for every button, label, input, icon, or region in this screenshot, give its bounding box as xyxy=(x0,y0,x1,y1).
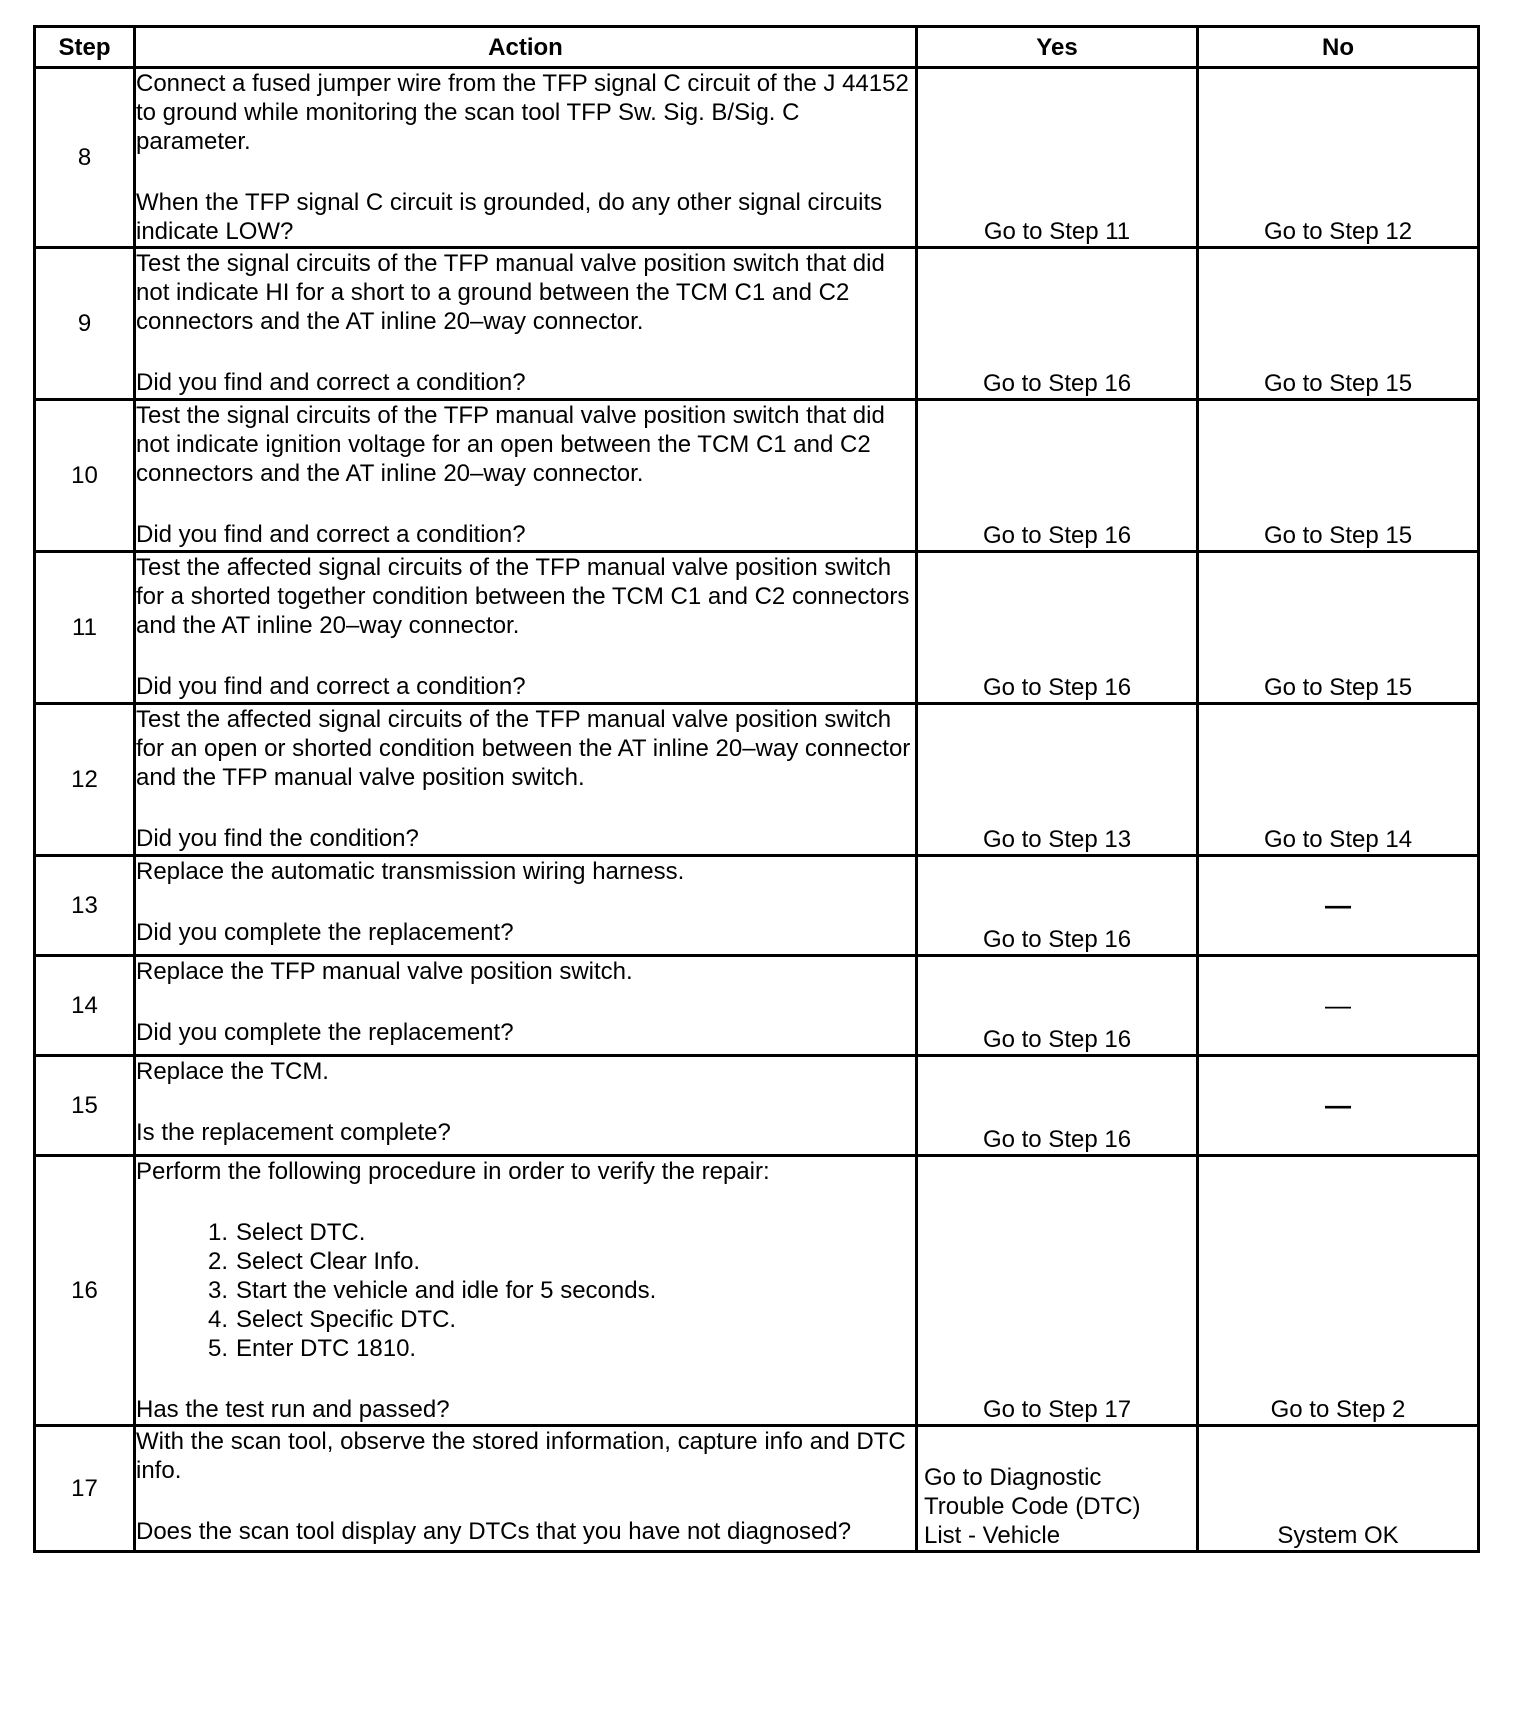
action-text: Replace the TCM. xyxy=(136,1058,329,1085)
action-question: Did you find and correct a condition? xyxy=(136,521,526,548)
yes-cell: Go to Step 16 xyxy=(917,856,1198,956)
list-item: 3. Start the vehicle and idle for 5 seconds. xyxy=(207,1277,657,1304)
step-number: 12 xyxy=(35,704,135,856)
yes-cell: Go to Step 11 xyxy=(917,68,1198,248)
step-number: 16 xyxy=(35,1156,135,1426)
action-cell xyxy=(135,400,917,552)
action-question: Did you complete the replacement? xyxy=(136,1019,514,1046)
table-row xyxy=(35,68,1479,248)
step-number: 10 xyxy=(35,400,135,552)
diagnostic-table xyxy=(33,25,1480,1553)
table-row xyxy=(35,704,1479,856)
action-question: Has the test run and passed? xyxy=(136,1396,450,1423)
action-cell xyxy=(135,1426,917,1552)
no-cell: Go to Step 14 xyxy=(1198,704,1479,856)
header-step: Step xyxy=(35,27,135,68)
step-number: 14 xyxy=(35,956,135,1056)
table-row xyxy=(35,956,1479,1056)
action-text: Replace the automatic transmission wiring harness. xyxy=(136,858,685,885)
list-item: 2. Select Clear Info. xyxy=(207,1248,421,1275)
step-number: 17 xyxy=(35,1426,135,1552)
action-text: Test the signal circuits of the TFP manual valve position switch that did not indicate HI for a short to a ground between the TCM C1 and C2 connectors and the AT inline 20–way connector. xyxy=(136,250,885,335)
action-cell xyxy=(135,248,917,400)
step-number: 8 xyxy=(35,68,135,248)
action-text: Perform the following procedure in order to verify the repair: xyxy=(136,1158,770,1185)
table-row xyxy=(35,1426,1479,1552)
action-text: Test the signal circuits of the TFP manual valve position switch that did not indicate ignition voltage for an open between the TCM C1 and C2 connectors and the AT inline 20–way connector. xyxy=(136,402,885,487)
table-row xyxy=(35,552,1479,704)
no-cell: — xyxy=(1198,1056,1479,1156)
no-cell: — xyxy=(1198,856,1479,956)
procedure-list xyxy=(136,1218,915,1363)
no-cell: Go to Step 15 xyxy=(1198,400,1479,552)
table-row xyxy=(35,1156,1479,1426)
step-number: 13 xyxy=(35,856,135,956)
action-cell xyxy=(135,68,917,248)
no-cell: Go to Step 12 xyxy=(1198,68,1479,248)
no-cell: Go to Step 2 xyxy=(1198,1156,1479,1426)
table-row xyxy=(35,1056,1479,1156)
yes-cell: Go to Step 16 xyxy=(917,956,1198,1056)
action-text: Connect a fused jumper wire from the TFP signal C circuit of the J 44152 to ground while monitoring the scan tool TFP Sw. Sig. B/Sig. C parameter. xyxy=(136,70,909,155)
list-item: 1. Select DTC. xyxy=(207,1219,366,1246)
header-action: Action xyxy=(135,27,917,68)
yes-cell: Go to Diagnostic Trouble Code (DTC) List - Vehicle xyxy=(917,1426,1198,1552)
yes-cell: Go to Step 17 xyxy=(917,1156,1198,1426)
header-yes: Yes xyxy=(917,27,1198,68)
yes-cell: Go to Step 16 xyxy=(917,552,1198,704)
no-cell: Go to Step 15 xyxy=(1198,248,1479,400)
action-text: With the scan tool, observe the stored information, capture info and DTC info. xyxy=(136,1428,906,1484)
step-number: 11 xyxy=(35,552,135,704)
step-number: 15 xyxy=(35,1056,135,1156)
action-question: When the TFP signal C circuit is grounded, do any other signal circuits indicate LOW? xyxy=(136,189,883,245)
no-cell: Go to Step 15 xyxy=(1198,552,1479,704)
action-cell xyxy=(135,552,917,704)
header-row xyxy=(35,27,1479,68)
no-cell: — xyxy=(1198,956,1479,1056)
action-cell xyxy=(135,1156,917,1426)
action-text: Replace the TFP manual valve position switch. xyxy=(136,958,633,985)
action-cell xyxy=(135,1056,917,1156)
action-text: Test the affected signal circuits of the TFP manual valve position switch for an open or shorted condition between the AT inline 20–way connector and the TFP manual valve position switch. xyxy=(136,706,911,791)
action-cell xyxy=(135,956,917,1056)
yes-cell: Go to Step 16 xyxy=(917,400,1198,552)
action-cell xyxy=(135,856,917,956)
action-text: Test the affected signal circuits of the TFP manual valve position switch for a shorted together condition between the TCM C1 and C2 connectors and the AT inline 20–way connector. xyxy=(136,554,910,639)
no-cell: System OK xyxy=(1198,1426,1479,1552)
action-cell xyxy=(135,704,917,856)
action-question: Did you find and correct a condition? xyxy=(136,673,526,700)
header-no: No xyxy=(1198,27,1479,68)
action-question: Did you find the condition? xyxy=(136,825,419,852)
action-question: Is the replacement complete? xyxy=(136,1119,451,1146)
table-row xyxy=(35,400,1479,552)
table-row xyxy=(35,856,1479,956)
action-question: Does the scan tool display any DTCs that you have not diagnosed? xyxy=(136,1518,852,1545)
table-row xyxy=(35,248,1479,400)
yes-cell: Go to Step 16 xyxy=(917,248,1198,400)
yes-cell: Go to Step 16 xyxy=(917,1056,1198,1156)
action-question: Did you complete the replacement? xyxy=(136,919,514,946)
yes-cell: Go to Step 13 xyxy=(917,704,1198,856)
step-number: 9 xyxy=(35,248,135,400)
list-item: 5. Enter DTC 1810. xyxy=(207,1335,417,1362)
list-item: 4. Select Specific DTC. xyxy=(207,1306,457,1333)
action-question: Did you find and correct a condition? xyxy=(136,369,526,396)
